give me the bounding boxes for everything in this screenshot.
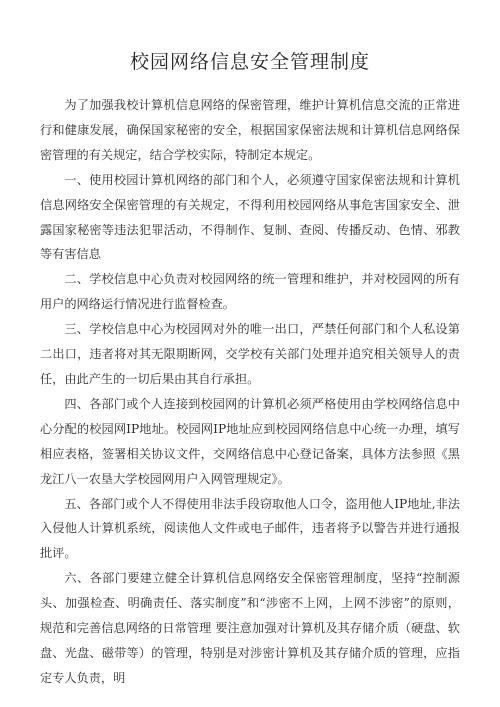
paragraph-3: 三、学校信息中心为校园网对外的唯一出口，严禁任何部门和个人私设第二出口，违者将对其无限期断网，交学校有关部门处理并追究相关领导人的责任，由此产生的一切后果由其自行承担。: [40, 322, 460, 386]
paragraph-1: 一、使用校园计算机网络的部门和个人，必须遵守国家保密法规和计算机信息网络安全保密管理的有关规定，不得利用校园网络从事危害国家安全、泄露国家秘密等违法犯罪活动，不得制作、复制、查阅、传播反动、色情、邪教等有害信息: [40, 172, 460, 262]
paragraph-intro: 为了加强我校计算机信息网络的保密管理，维护计算机信息交流的正常进行和健康发展，确保国家秘密的安全，根据国家保密法规和计算机信息网络保密管理的有关规定，结合学校实际，特制定本规定。: [40, 98, 460, 162]
document-title: 校园网络信息安全管理制度: [129, 51, 370, 73]
paragraph-5: 五、各部门或个人不得使用非法手段窃取他人口令，盗用他人IP地址,非法入侵他人计算机系统，阅读他人文件或电子邮件，违者将予以警告并进行通报批评。: [40, 496, 460, 561]
paragraph-6: 六、各部门要建立健全计算机信息网络安全保密管理制度，坚持“控制源头、加强检查、明确责任、落实制度”和“涉密不上网，上网不涉密”的原则，规范和完善信息网络的日常管理 要注意加强对计算机及其存储介质（硬盘、软盘、光盘、磁带等）的管理，特别是对涉密计算机及其存储介质的管理，应指定专人负责，明: [40, 571, 460, 685]
paragraph-4: 四、各部门或个人连接到校园网的计算机必须严格使用由学校网络信息中心分配的校园网IP地址。校园网IP地址应到校园网络信息中心统一办理，填写相应表格，签署相关协议文件，交网络信息中心登记备案，具体方法参照《黑龙江八一农垦大学校园网用户入网管理规定》。: [40, 396, 460, 486]
paragraph-2: 二、学校信息中心负责对校园网络的统一管理和维护，并对校园网的所有用户的网络运行情况进行监督检查。: [40, 272, 460, 312]
